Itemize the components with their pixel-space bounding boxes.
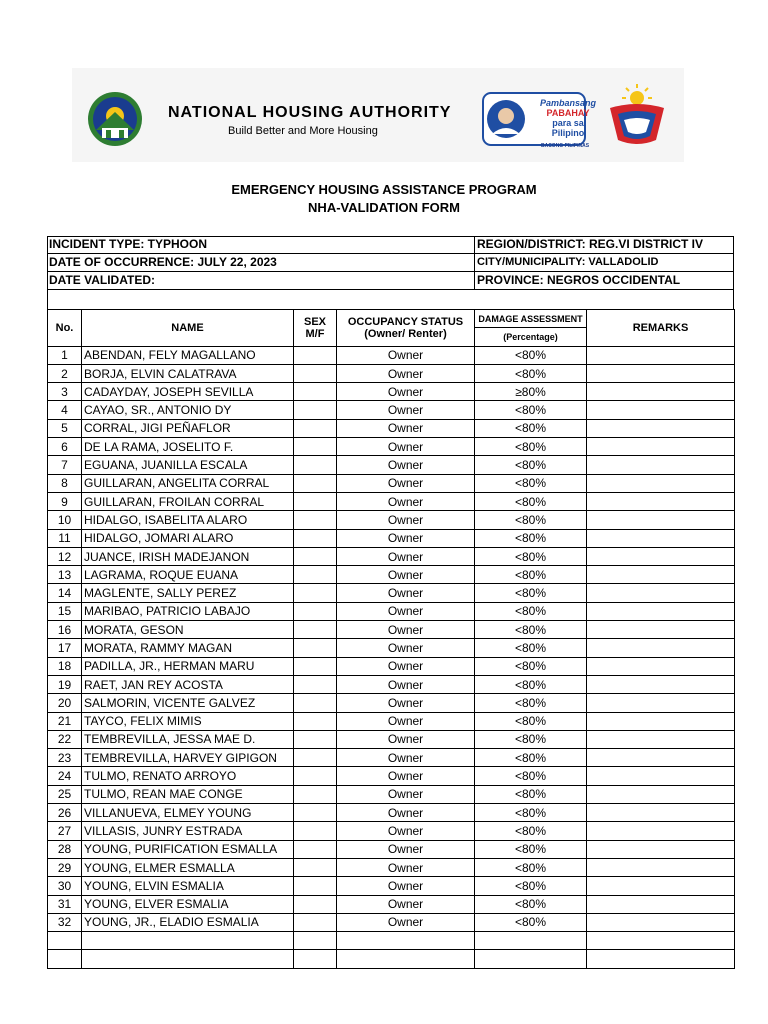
table-row [48,602,735,620]
row-damage-assessment: <80% [475,895,587,913]
table-row [48,419,735,437]
table-row [48,950,735,968]
row-occupancy-status: Owner [337,712,475,730]
row-name: LAGRAMA, ROQUE EUANA [82,566,294,584]
col-header-occupancy [337,310,475,347]
row-sex [294,511,337,529]
row-damage-assessment: <80% [475,840,587,858]
row-number: 18 [48,657,82,675]
row-damage-assessment: <80% [475,511,587,529]
row-damage-assessment: <80% [475,364,587,382]
row-name: GUILLARAN, FROILAN CORRAL [82,492,294,510]
row-sex [294,364,337,382]
row-name: MORATA, GESON [82,621,294,639]
row-sex [294,346,337,364]
row-name: RAET, JAN REY ACOSTA [82,675,294,693]
bagong-pilipinas-logo-icon [604,82,670,152]
row-remarks [587,547,735,565]
col-header-sex-line1: SEX [303,315,326,328]
row-occupancy-status: Owner [337,804,475,822]
row-remarks [587,401,735,419]
row-remarks [587,621,735,639]
row-name: TAYCO, FELIX MIMIS [82,712,294,730]
row-number: 24 [48,767,82,785]
row-damage-assessment [475,950,587,968]
blank-info-row [47,289,734,310]
table-row [48,749,735,767]
row-sex [294,492,337,510]
row-damage-assessment: <80% [475,877,587,895]
row-damage-assessment: <80% [475,822,587,840]
row-number: 1 [48,346,82,364]
row-sex [294,639,337,657]
row-damage-assessment: <80% [475,419,587,437]
row-remarks [587,785,735,803]
row-name: TULMO, REAN MAE CONGE [82,785,294,803]
row-occupancy-status [337,950,475,968]
table-row [48,438,735,456]
table-row [48,566,735,584]
row-name: YOUNG, PURIFICATION ESMALLA [82,840,294,858]
row-damage-assessment: ≥80% [475,383,587,401]
row-sex [294,675,337,693]
bagong-pilipinas-caption: BACONG PILIPINAS [540,143,590,149]
table-row [48,529,735,547]
row-damage-assessment: <80% [475,785,587,803]
row-sex [294,730,337,748]
row-sex [294,566,337,584]
table-row [48,401,735,419]
table-row [48,785,735,803]
row-occupancy-status: Owner [337,511,475,529]
row-name: ABENDAN, FELY MAGALLANO [82,346,294,364]
row-occupancy-status: Owner [337,657,475,675]
row-sex [294,712,337,730]
row-remarks [587,895,735,913]
row-damage-assessment: <80% [475,712,587,730]
city-municipality: CITY/MUNICIPALITY: VALLADOLID [477,256,659,268]
row-remarks [587,364,735,382]
row-number: 9 [48,492,82,510]
row-sex [294,474,337,492]
row-sex [294,383,337,401]
row-sex [294,804,337,822]
row-occupancy-status: Owner [337,364,475,382]
row-number: 26 [48,804,82,822]
table-row [48,584,735,602]
row-name: MARIBAO, PATRICIO LABAJO [82,602,294,620]
table-row [48,858,735,876]
row-number: 27 [48,822,82,840]
row-damage-assessment: <80% [475,602,587,620]
row-name: GUILLARAN, ANGELITA CORRAL [82,474,294,492]
table-row [48,895,735,913]
row-occupancy-status: Owner [337,767,475,785]
row-occupancy-status: Owner [337,547,475,565]
org-name: NATIONAL HOUSING AUTHORITY [168,104,452,121]
col-header-name: NAME [82,310,294,347]
row-occupancy-status: Owner [337,675,475,693]
row-sex [294,913,337,931]
row-damage-assessment: <80% [475,566,587,584]
row-occupancy-status: Owner [337,529,475,547]
row-number: 12 [48,547,82,565]
row-remarks [587,730,735,748]
row-name [82,932,294,950]
row-number: 21 [48,712,82,730]
row-sex [294,621,337,639]
col-header-no: No. [48,310,82,347]
row-name: MAGLENTE, SALLY PEREZ [82,584,294,602]
col-header-damage: DAMAGE ASSESSMENT [475,310,587,328]
row-damage-assessment: <80% [475,675,587,693]
col-header-remarks: REMARKS [587,310,735,347]
pabahay-line3: para sa [552,118,584,128]
row-remarks [587,950,735,968]
table-row [48,474,735,492]
row-name: VILLASIS, JUNRY ESTRADA [82,822,294,840]
row-occupancy-status: Owner [337,621,475,639]
row-name: TEMBREVILLA, HARVEY GIPIGON [82,749,294,767]
row-damage-assessment: <80% [475,694,587,712]
row-occupancy-status: Owner [337,456,475,474]
row-remarks [587,492,735,510]
row-damage-assessment: <80% [475,547,587,565]
row-number: 11 [48,529,82,547]
row-sex [294,547,337,565]
form-title: NHA-VALIDATION FORM [308,200,460,215]
row-remarks [587,474,735,492]
row-name: VILLANUEVA, ELMEY YOUNG [82,804,294,822]
row-occupancy-status: Owner [337,419,475,437]
row-sex [294,932,337,950]
row-number: 22 [48,730,82,748]
row-occupancy-status: Owner [337,785,475,803]
row-number: 8 [48,474,82,492]
row-remarks [587,657,735,675]
row-remarks [587,639,735,657]
row-damage-assessment: <80% [475,621,587,639]
table-row [48,877,735,895]
row-remarks [587,419,735,437]
row-damage-assessment: <80% [475,346,587,364]
row-remarks [587,438,735,456]
table-row [48,913,735,931]
table-row [48,511,735,529]
col-header-occupancy-line2: (Owner/ Renter) [364,327,447,340]
row-remarks [587,511,735,529]
row-name: CAYAO, SR., ANTONIO DY [82,401,294,419]
row-occupancy-status: Owner [337,438,475,456]
row-remarks [587,840,735,858]
row-damage-assessment: <80% [475,730,587,748]
row-damage-assessment: <80% [475,749,587,767]
row-remarks [587,767,735,785]
row-remarks [587,877,735,895]
row-number: 32 [48,913,82,931]
row-name: HIDALGO, JOMARI ALARO [82,529,294,547]
row-occupancy-status: Owner [337,401,475,419]
table-row [48,657,735,675]
row-sex [294,877,337,895]
row-occupancy-status: Owner [337,566,475,584]
row-name: MORATA, RAMMY MAGAN [82,639,294,657]
row-remarks [587,675,735,693]
row-damage-assessment: <80% [475,438,587,456]
row-number: 17 [48,639,82,657]
row-name: HIDALGO, ISABELITA ALARO [82,511,294,529]
row-sex [294,438,337,456]
row-damage-assessment: <80% [475,584,587,602]
table-row [48,730,735,748]
row-occupancy-status: Owner [337,913,475,931]
row-number: 16 [48,621,82,639]
row-sex [294,456,337,474]
row-occupancy-status: Owner [337,694,475,712]
table-row [48,621,735,639]
incident-type: INCIDENT TYPE: TYPHOON [49,237,208,251]
program-title: EMERGENCY HOUSING ASSISTANCE PROGRAM [231,182,537,197]
row-name: YOUNG, ELVIN ESMALIA [82,877,294,895]
row-remarks [587,804,735,822]
row-damage-assessment: <80% [475,913,587,931]
row-occupancy-status: Owner [337,840,475,858]
row-occupancy-status: Owner [337,383,475,401]
row-occupancy-status: Owner [337,639,475,657]
table-row [48,346,735,364]
row-sex [294,602,337,620]
row-damage-assessment: <80% [475,474,587,492]
row-damage-assessment: <80% [475,657,587,675]
table-row [48,456,735,474]
row-name: YOUNG, JR., ELADIO ESMALIA [82,913,294,931]
validation-table [47,309,735,969]
row-occupancy-status [337,932,475,950]
col-header-sex-line2: M/F [305,327,325,340]
row-occupancy-status: Owner [337,877,475,895]
row-sex [294,694,337,712]
table-row [48,364,735,382]
row-number: 2 [48,364,82,382]
row-occupancy-status: Owner [337,749,475,767]
table-row [48,492,735,510]
row-number: 30 [48,877,82,895]
row-damage-assessment: <80% [475,401,587,419]
row-damage-assessment: <80% [475,639,587,657]
row-remarks [587,529,735,547]
row-occupancy-status: Owner [337,474,475,492]
row-damage-assessment: <80% [475,858,587,876]
row-remarks [587,712,735,730]
pabahay-line1: Pambansang [540,98,597,108]
row-name: YOUNG, ELMER ESMALLA [82,858,294,876]
row-number [48,950,82,968]
row-number: 10 [48,511,82,529]
row-occupancy-status: Owner [337,492,475,510]
row-occupancy-status: Owner [337,602,475,620]
row-name: PADILLA, JR., HERMAN MARU [82,657,294,675]
table-row [48,932,735,950]
table-row [48,822,735,840]
row-number: 15 [48,602,82,620]
row-number: 19 [48,675,82,693]
row-number: 29 [48,858,82,876]
row-remarks [587,584,735,602]
row-damage-assessment: <80% [475,492,587,510]
row-remarks [587,566,735,584]
row-name: TEMBREVILLA, JESSA MAE D. [82,730,294,748]
row-name [82,950,294,968]
row-name: JUANCE, IRISH MADEJANON [82,547,294,565]
row-number: 25 [48,785,82,803]
row-remarks [587,694,735,712]
nha-logo-icon [86,90,144,148]
table-row [48,675,735,693]
row-name: TULMO, RENATO ARROYO [82,767,294,785]
col-header-damage-unit: (Percentage) [475,328,587,346]
row-sex [294,419,337,437]
row-sex [294,822,337,840]
table-row [48,712,735,730]
row-occupancy-status: Owner [337,822,475,840]
row-sex [294,584,337,602]
table-row [48,547,735,565]
row-number: 14 [48,584,82,602]
province: PROVINCE: NEGROS OCCIDENTAL [477,273,681,287]
row-remarks [587,749,735,767]
row-damage-assessment [475,932,587,950]
row-occupancy-status: Owner [337,895,475,913]
row-remarks [587,346,735,364]
row-remarks [587,822,735,840]
row-name: DE LA RAMA, JOSELITO F. [82,438,294,456]
date-of-occurrence: DATE OF OCCURRENCE: JULY 22, 2023 [49,255,277,269]
row-sex [294,785,337,803]
row-remarks [587,602,735,620]
row-occupancy-status: Owner [337,730,475,748]
row-number: 13 [48,566,82,584]
table-row [48,639,735,657]
row-sex [294,401,337,419]
row-damage-assessment: <80% [475,456,587,474]
row-name: YOUNG, ELVER ESMALIA [82,895,294,913]
table-row [48,694,735,712]
row-number: 5 [48,419,82,437]
col-header-sex [294,310,337,347]
row-name: CADAYDAY, JOSEPH SEVILLA [82,383,294,401]
row-sex [294,895,337,913]
row-number: 20 [48,694,82,712]
row-damage-assessment: <80% [475,804,587,822]
table-row [48,767,735,785]
row-number: 3 [48,383,82,401]
row-remarks [587,456,735,474]
row-remarks [587,932,735,950]
row-sex [294,858,337,876]
row-number: 4 [48,401,82,419]
pabahay-line2: PABAHAY [546,108,590,118]
row-sex [294,749,337,767]
row-sex [294,767,337,785]
row-name: CORRAL, JIGI PEÑAFLOR [82,419,294,437]
pabahay-wordmark [540,98,596,138]
row-number [48,932,82,950]
row-name: BORJA, ELVIN CALATRAVA [82,364,294,382]
row-number: 6 [48,438,82,456]
row-damage-assessment: <80% [475,767,587,785]
row-occupancy-status: Owner [337,584,475,602]
row-sex [294,840,337,858]
row-occupancy-status: Owner [337,346,475,364]
row-number: 31 [48,895,82,913]
org-tagline: Build Better and More Housing [228,125,378,137]
row-remarks [587,383,735,401]
row-number: 28 [48,840,82,858]
pabahay-line4: Pilipino [551,128,585,138]
col-header-occupancy-line1: OCCUPANCY STATUS [347,315,464,328]
row-number: 23 [48,749,82,767]
row-name: EGUANA, JUANILLA ESCALA [82,456,294,474]
row-remarks [587,858,735,876]
table-row [48,383,735,401]
table-row [48,840,735,858]
row-sex [294,950,337,968]
row-damage-assessment: <80% [475,529,587,547]
row-occupancy-status: Owner [337,858,475,876]
row-number: 7 [48,456,82,474]
table-body [48,346,735,968]
row-sex [294,657,337,675]
row-sex [294,529,337,547]
date-validated: DATE VALIDATED: [49,273,155,287]
table-row [48,804,735,822]
row-name: SALMORIN, VICENTE GALVEZ [82,694,294,712]
region-district: REGION/DISTRICT: REG.VI DISTRICT IV [477,237,704,251]
row-remarks [587,913,735,931]
